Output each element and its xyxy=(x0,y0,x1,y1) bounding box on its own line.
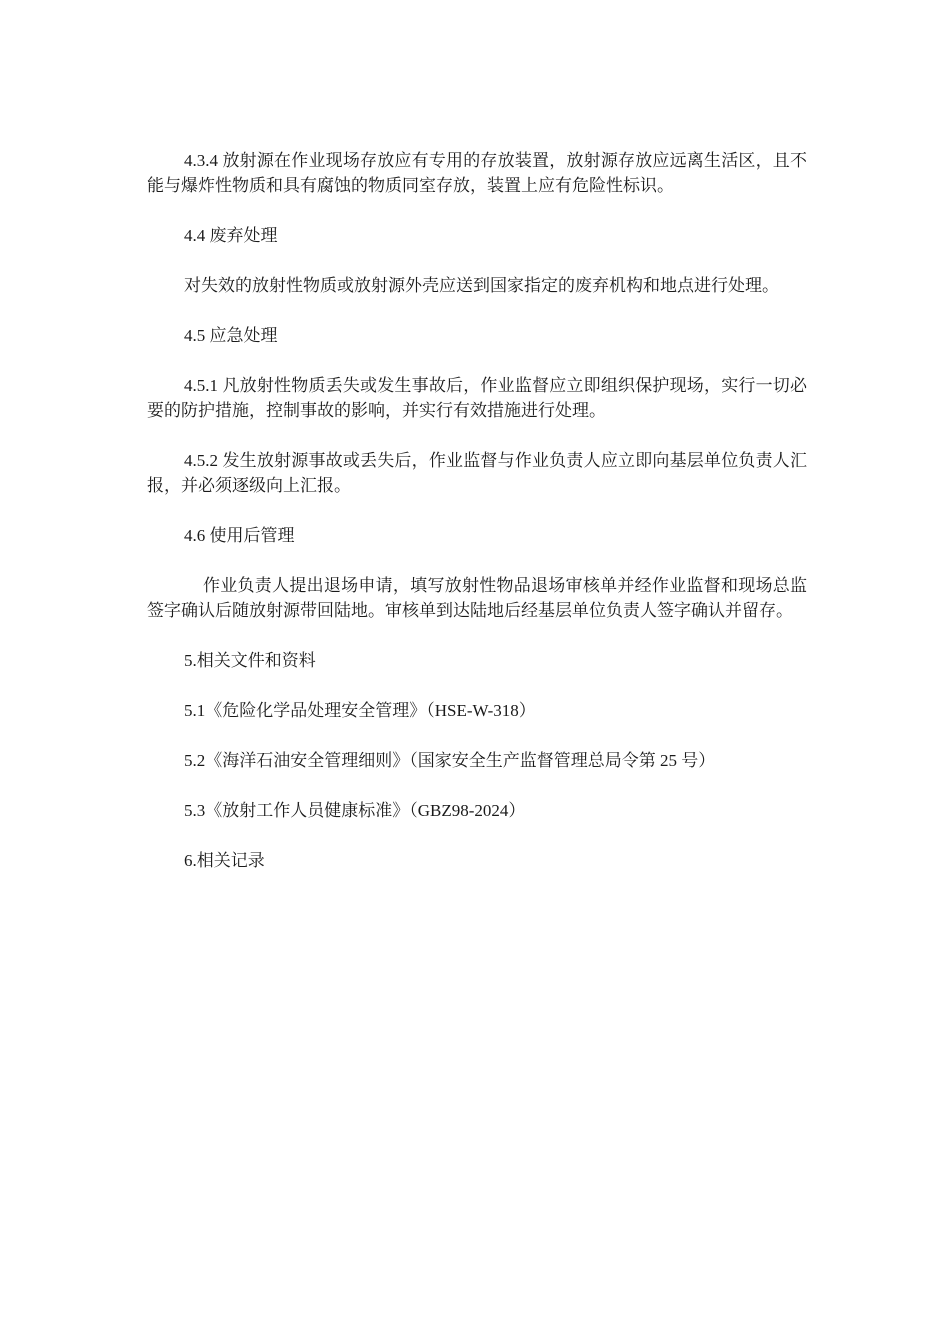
reference-5-3: 5.3《放射工作人员健康标准》（GBZ98-2024） xyxy=(184,801,526,820)
heading-5: 5.相关文件和资料 xyxy=(184,651,316,670)
heading-4-4: 4.4 废弃处理 xyxy=(184,226,278,245)
reference-5-2: 5.2《海洋石油安全管理细则》（国家安全生产监督管理总局令第 25 号） xyxy=(184,751,716,770)
reference-5-1: 5.1《危险化学品处理安全管理》（HSE-W-318） xyxy=(184,701,536,720)
heading-6: 6.相关记录 xyxy=(184,851,265,870)
heading-4-6: 4.6 使用后管理 xyxy=(184,526,295,545)
heading-4-5: 4.5 应急处理 xyxy=(184,326,278,345)
paragraph-4-5-2: 4.5.2 发生放射源事故或丢失后，作业监督与作业负责人应立即向基层单位负责人汇报，并必须逐级向上汇报。 xyxy=(147,451,807,495)
paragraph-4-4: 对失效的放射性物质或放射源外壳应送到国家指定的废弃机构和地点进行处理。 xyxy=(184,276,779,295)
paragraph-4-6: 作业负责人提出退场申请，填写放射性物品退场审核单并经作业监督和现场总监签字确认后随放射源带回陆地。审核单到达陆地后经基层单位负责人签字确认并留存。 xyxy=(147,576,807,620)
document-body xyxy=(147,148,807,898)
paragraph-4-5-1: 4.5.1 凡放射性物质丢失或发生事故后，作业监督应立即组织保护现场，实行一切必要的防护措施，控制事故的影响，并实行有效措施进行处理。 xyxy=(147,376,807,420)
paragraph-4-3-4: 4.3.4 放射源在作业现场存放应有专用的存放装置，放射源存放应远离生活区，且不能与爆炸性物质和具有腐蚀的物质同室存放，装置上应有危险性标识。 xyxy=(147,151,807,195)
